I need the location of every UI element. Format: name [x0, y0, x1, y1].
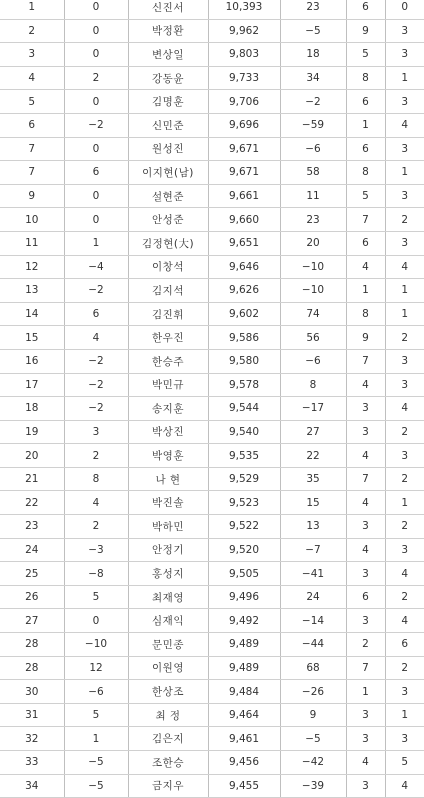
rating-cell: 9,484: [208, 680, 280, 704]
rating-cell: 9,626: [208, 279, 280, 303]
player-name-cell: 김지석: [128, 279, 208, 303]
losses-cell: 3: [385, 43, 424, 67]
rank-change-cell: −6: [64, 680, 128, 704]
rating-cell: 9,646: [208, 255, 280, 279]
wins-cell: 7: [346, 467, 385, 491]
player-name-cell: 박진솔: [128, 491, 208, 515]
table-row: [0, 585, 424, 609]
rank-change-cell: 0: [64, 90, 128, 114]
wins-cell: 7: [346, 208, 385, 232]
rating-change-cell: −41: [280, 562, 346, 586]
table-row: [0, 703, 424, 727]
table-row: [0, 727, 424, 751]
wins-cell: 3: [346, 774, 385, 798]
table-row: [0, 255, 424, 279]
rating-change-cell: 23: [280, 0, 346, 19]
wins-cell: 9: [346, 19, 385, 43]
table-row: [0, 680, 424, 704]
rating-cell: 9,671: [208, 137, 280, 161]
rank-change-cell: 2: [64, 444, 128, 468]
rank-change-cell: 6: [64, 161, 128, 185]
rank-cell: 3: [0, 43, 64, 67]
wins-cell: 5: [346, 43, 385, 67]
rating-change-cell: −10: [280, 255, 346, 279]
player-name-cell: 금지우: [128, 774, 208, 798]
table-row: [0, 43, 424, 67]
rank-change-cell: 4: [64, 326, 128, 350]
player-name-cell: 박하민: [128, 515, 208, 539]
wins-cell: 1: [346, 279, 385, 303]
rank-change-cell: −3: [64, 538, 128, 562]
player-name-cell: 조한승: [128, 751, 208, 775]
rank-cell: 17: [0, 373, 64, 397]
table-row: [0, 326, 424, 350]
player-name-cell: 김명훈: [128, 90, 208, 114]
rank-cell: 23: [0, 515, 64, 539]
wins-cell: 1: [346, 113, 385, 137]
rating-change-cell: −17: [280, 397, 346, 421]
losses-cell: 4: [385, 774, 424, 798]
losses-cell: 1: [385, 279, 424, 303]
table-row: [0, 373, 424, 397]
rank-change-cell: −4: [64, 255, 128, 279]
rank-change-cell: −10: [64, 633, 128, 657]
table-row: [0, 19, 424, 43]
losses-cell: 3: [385, 680, 424, 704]
rank-change-cell: −5: [64, 774, 128, 798]
table-row: [0, 656, 424, 680]
wins-cell: 6: [346, 231, 385, 255]
wins-cell: 4: [346, 373, 385, 397]
table-row: [0, 397, 424, 421]
rank-cell: 14: [0, 302, 64, 326]
table-row: [0, 90, 424, 114]
wins-cell: 4: [346, 751, 385, 775]
player-name-cell: 문민종: [128, 633, 208, 657]
rating-change-cell: −5: [280, 19, 346, 43]
rating-cell: 9,586: [208, 326, 280, 350]
rating-change-cell: 8: [280, 373, 346, 397]
wins-cell: 3: [346, 420, 385, 444]
rating-change-cell: −14: [280, 609, 346, 633]
rating-cell: 10,393: [208, 0, 280, 19]
wins-cell: 2: [346, 633, 385, 657]
player-name-cell: 변상일: [128, 43, 208, 67]
rank-cell: 2: [0, 19, 64, 43]
table-row: [0, 774, 424, 798]
rank-change-cell: 0: [64, 184, 128, 208]
rank-change-cell: 0: [64, 43, 128, 67]
rating-cell: 9,803: [208, 43, 280, 67]
player-name-cell: 박상진: [128, 420, 208, 444]
losses-cell: 5: [385, 751, 424, 775]
rating-change-cell: 35: [280, 467, 346, 491]
rank-cell: 25: [0, 562, 64, 586]
rank-cell: 32: [0, 727, 64, 751]
wins-cell: 6: [346, 585, 385, 609]
wins-cell: 7: [346, 656, 385, 680]
losses-cell: 4: [385, 113, 424, 137]
rank-cell: 6: [0, 113, 64, 137]
wins-cell: 3: [346, 727, 385, 751]
wins-cell: 5: [346, 184, 385, 208]
wins-cell: 3: [346, 609, 385, 633]
table-row: [0, 137, 424, 161]
losses-cell: 3: [385, 373, 424, 397]
rank-cell: 13: [0, 279, 64, 303]
table-row: [0, 751, 424, 775]
rating-change-cell: 58: [280, 161, 346, 185]
rating-change-cell: 34: [280, 66, 346, 90]
rating-cell: 9,661: [208, 184, 280, 208]
rating-cell: 9,529: [208, 467, 280, 491]
losses-cell: 0: [385, 0, 424, 19]
losses-cell: 2: [385, 467, 424, 491]
losses-cell: 3: [385, 444, 424, 468]
wins-cell: 6: [346, 90, 385, 114]
rating-change-cell: 11: [280, 184, 346, 208]
table-row: [0, 349, 424, 373]
losses-cell: 4: [385, 609, 424, 633]
rank-cell: 16: [0, 349, 64, 373]
table-row: [0, 279, 424, 303]
losses-cell: 2: [385, 585, 424, 609]
player-name-cell: 원성진: [128, 137, 208, 161]
table-row: [0, 302, 424, 326]
player-name-cell: 신민준: [128, 113, 208, 137]
rating-change-cell: 74: [280, 302, 346, 326]
rating-cell: 9,455: [208, 774, 280, 798]
losses-cell: 3: [385, 538, 424, 562]
table-row: [0, 113, 424, 137]
wins-cell: 3: [346, 515, 385, 539]
rank-change-cell: 4: [64, 491, 128, 515]
player-name-cell: 안성준: [128, 208, 208, 232]
rating-cell: 9,456: [208, 751, 280, 775]
table-row: [0, 633, 424, 657]
losses-cell: 3: [385, 231, 424, 255]
rank-change-cell: 0: [64, 19, 128, 43]
rating-change-cell: −7: [280, 538, 346, 562]
rating-cell: 9,505: [208, 562, 280, 586]
rank-change-cell: 0: [64, 0, 128, 19]
table-row: [0, 208, 424, 232]
player-name-cell: 심재익: [128, 609, 208, 633]
losses-cell: 6: [385, 633, 424, 657]
losses-cell: 4: [385, 255, 424, 279]
rank-change-cell: −2: [64, 113, 128, 137]
rating-change-cell: −39: [280, 774, 346, 798]
player-name-cell: 한우진: [128, 326, 208, 350]
player-name-cell: 한상조: [128, 680, 208, 704]
table-row: [0, 231, 424, 255]
losses-cell: 4: [385, 397, 424, 421]
rank-change-cell: 1: [64, 727, 128, 751]
rating-cell: 9,522: [208, 515, 280, 539]
rating-cell: 9,540: [208, 420, 280, 444]
rank-cell: 15: [0, 326, 64, 350]
rank-change-cell: 2: [64, 515, 128, 539]
rating-change-cell: 9: [280, 703, 346, 727]
player-name-cell: 홍성지: [128, 562, 208, 586]
rank-cell: 19: [0, 420, 64, 444]
rating-change-cell: 22: [280, 444, 346, 468]
player-name-cell: 최재영: [128, 585, 208, 609]
wins-cell: 3: [346, 562, 385, 586]
wins-cell: 4: [346, 538, 385, 562]
player-name-cell: 신진서: [128, 0, 208, 19]
rating-cell: 9,461: [208, 727, 280, 751]
rating-change-cell: −2: [280, 90, 346, 114]
rank-change-cell: 8: [64, 467, 128, 491]
rating-cell: 9,489: [208, 656, 280, 680]
player-name-cell: 김은지: [128, 727, 208, 751]
wins-cell: 1: [346, 680, 385, 704]
wins-cell: 8: [346, 302, 385, 326]
losses-cell: 3: [385, 727, 424, 751]
rating-cell: 9,580: [208, 349, 280, 373]
rank-change-cell: 5: [64, 703, 128, 727]
rank-cell: 26: [0, 585, 64, 609]
rank-change-cell: −2: [64, 373, 128, 397]
rank-cell: 4: [0, 66, 64, 90]
rating-change-cell: −26: [280, 680, 346, 704]
rating-cell: 9,706: [208, 90, 280, 114]
rank-cell: 5: [0, 90, 64, 114]
losses-cell: 1: [385, 703, 424, 727]
losses-cell: 3: [385, 19, 424, 43]
rank-cell: 1: [0, 0, 64, 19]
rank-cell: 20: [0, 444, 64, 468]
rank-change-cell: −2: [64, 349, 128, 373]
rank-cell: 7: [0, 137, 64, 161]
wins-cell: 7: [346, 349, 385, 373]
losses-cell: 2: [385, 420, 424, 444]
rank-change-cell: −2: [64, 279, 128, 303]
rating-change-cell: 24: [280, 585, 346, 609]
losses-cell: 2: [385, 208, 424, 232]
wins-cell: 6: [346, 0, 385, 19]
rating-cell: 9,651: [208, 231, 280, 255]
table-row: [0, 562, 424, 586]
rating-change-cell: 27: [280, 420, 346, 444]
rating-cell: 9,696: [208, 113, 280, 137]
rating-cell: 9,520: [208, 538, 280, 562]
wins-cell: 4: [346, 491, 385, 515]
wins-cell: 9: [346, 326, 385, 350]
table-row: [0, 420, 424, 444]
losses-cell: 2: [385, 656, 424, 680]
rank-cell: 33: [0, 751, 64, 775]
rank-cell: 7: [0, 161, 64, 185]
rank-change-cell: −2: [64, 397, 128, 421]
player-name-cell: 설현준: [128, 184, 208, 208]
player-name-cell: 이지현(남): [128, 161, 208, 185]
rating-change-cell: −42: [280, 751, 346, 775]
rank-cell: 34: [0, 774, 64, 798]
wins-cell: 8: [346, 161, 385, 185]
rank-cell: 10: [0, 208, 64, 232]
rank-change-cell: 0: [64, 208, 128, 232]
table-row: [0, 467, 424, 491]
rating-change-cell: −6: [280, 349, 346, 373]
rank-change-cell: −5: [64, 751, 128, 775]
rank-change-cell: 12: [64, 656, 128, 680]
player-name-cell: 나 현: [128, 467, 208, 491]
losses-cell: 3: [385, 349, 424, 373]
rating-cell: 9,602: [208, 302, 280, 326]
rating-change-cell: 13: [280, 515, 346, 539]
table-row: [0, 515, 424, 539]
table-row: [0, 609, 424, 633]
rating-change-cell: −44: [280, 633, 346, 657]
rank-cell: 27: [0, 609, 64, 633]
player-name-cell: 최 정: [128, 703, 208, 727]
table-row: [0, 491, 424, 515]
rank-change-cell: −8: [64, 562, 128, 586]
table-row: [0, 184, 424, 208]
player-name-cell: 강동윤: [128, 66, 208, 90]
losses-cell: 4: [385, 562, 424, 586]
player-name-cell: 한승주: [128, 349, 208, 373]
player-name-cell: 안정기: [128, 538, 208, 562]
player-name-cell: 이창석: [128, 255, 208, 279]
losses-cell: 1: [385, 66, 424, 90]
rating-cell: 9,496: [208, 585, 280, 609]
rating-cell: 9,578: [208, 373, 280, 397]
rating-cell: 9,962: [208, 19, 280, 43]
wins-cell: 3: [346, 397, 385, 421]
player-name-cell: 김정현(大): [128, 231, 208, 255]
table-row: [0, 66, 424, 90]
rank-cell: 21: [0, 467, 64, 491]
rank-cell: 9: [0, 184, 64, 208]
player-name-cell: 이원영: [128, 656, 208, 680]
wins-cell: 3: [346, 703, 385, 727]
losses-cell: 1: [385, 491, 424, 515]
losses-cell: 1: [385, 161, 424, 185]
rating-change-cell: 20: [280, 231, 346, 255]
table-row: [0, 444, 424, 468]
rating-change-cell: 68: [280, 656, 346, 680]
losses-cell: 2: [385, 515, 424, 539]
wins-cell: 4: [346, 444, 385, 468]
player-name-cell: 김진휘: [128, 302, 208, 326]
rating-change-cell: −6: [280, 137, 346, 161]
losses-cell: 2: [385, 326, 424, 350]
rating-cell: 9,492: [208, 609, 280, 633]
rating-cell: 9,544: [208, 397, 280, 421]
rank-cell: 28: [0, 656, 64, 680]
rank-cell: 22: [0, 491, 64, 515]
rank-change-cell: 0: [64, 137, 128, 161]
wins-cell: 8: [346, 66, 385, 90]
rank-change-cell: 1: [64, 231, 128, 255]
rank-cell: 18: [0, 397, 64, 421]
rank-change-cell: 0: [64, 609, 128, 633]
rating-change-cell: −10: [280, 279, 346, 303]
losses-cell: 1: [385, 302, 424, 326]
rank-cell: 11: [0, 231, 64, 255]
rank-change-cell: 3: [64, 420, 128, 444]
rank-change-cell: 5: [64, 585, 128, 609]
rating-cell: 9,464: [208, 703, 280, 727]
player-name-cell: 박영훈: [128, 444, 208, 468]
rating-change-cell: 56: [280, 326, 346, 350]
rank-cell: 28: [0, 633, 64, 657]
rank-cell: 24: [0, 538, 64, 562]
player-name-cell: 송지훈: [128, 397, 208, 421]
rank-change-cell: 2: [64, 66, 128, 90]
wins-cell: 4: [346, 255, 385, 279]
rank-cell: 12: [0, 255, 64, 279]
table-row: [0, 161, 424, 185]
losses-cell: 3: [385, 137, 424, 161]
rank-cell: 30: [0, 680, 64, 704]
rating-cell: 9,671: [208, 161, 280, 185]
rating-cell: 9,523: [208, 491, 280, 515]
rating-change-cell: 23: [280, 208, 346, 232]
wins-cell: 6: [346, 137, 385, 161]
losses-cell: 3: [385, 184, 424, 208]
rank-cell: 31: [0, 703, 64, 727]
rating-cell: 9,733: [208, 66, 280, 90]
rating-cell: 9,535: [208, 444, 280, 468]
rank-change-cell: 6: [64, 302, 128, 326]
rating-cell: 9,660: [208, 208, 280, 232]
table-row: [0, 0, 424, 19]
table-row: [0, 538, 424, 562]
losses-cell: 3: [385, 90, 424, 114]
rating-change-cell: 15: [280, 491, 346, 515]
rating-change-cell: 18: [280, 43, 346, 67]
rating-change-cell: −5: [280, 727, 346, 751]
rating-cell: 9,489: [208, 633, 280, 657]
player-name-cell: 박민규: [128, 373, 208, 397]
rating-change-cell: −59: [280, 113, 346, 137]
player-name-cell: 박정환: [128, 19, 208, 43]
